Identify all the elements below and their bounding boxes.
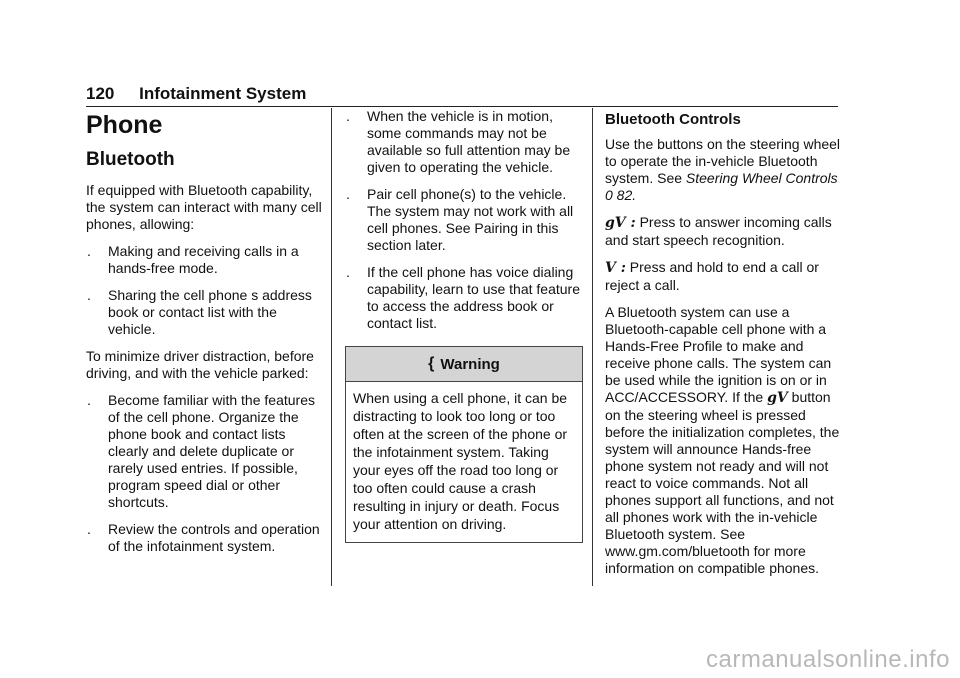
list-item	[86, 243, 322, 277]
bullet-text: Review the controls and operation of the infotainment system.	[108, 521, 320, 554]
bullet-marker: .	[346, 108, 350, 124]
left-column	[86, 108, 322, 565]
controls-intro	[605, 136, 841, 204]
end-call-text: Press and hold to end a call or reject a call.	[605, 259, 819, 293]
page-number: 120	[86, 84, 115, 103]
push-to-talk-icon: gV :	[605, 215, 636, 231]
warning-icon: {	[428, 355, 435, 372]
paragraph-text: button on the steering wheel is pressed before the initialization completes, the system will announce Hands-free phone system not ready and will not react to voice commands. Not all phones support all functions, and not all phones work with the in-vehicle Bluetooth system. See www.gm.com/bluetooth for more information on compatible phones.	[605, 389, 840, 576]
bluetooth-controls-heading: Bluetooth Controls	[605, 111, 741, 128]
watermark: carmanualsonline.info	[706, 646, 950, 673]
bullet-text: Become familiar with the features of the cell phone. Organize the phone book and contact lists clearly and delete duplicate or rarely used entries. If possible, program speed dial or other shortcuts.	[108, 392, 315, 510]
paragraph-text: A Bluetooth system can use a Bluetooth-capable cell phone with a Hands-Free Profile to make and receive phone calls. The system can be used while the ignition is on or in ACC/ACCESSORY. If the	[605, 304, 832, 405]
distraction-paragraph: To minimize driver distraction, before driving, and with the vehicle parked:	[86, 348, 314, 381]
answer-call-item	[605, 214, 841, 249]
list-item	[86, 392, 322, 511]
page-reference: 0 82.	[605, 187, 637, 203]
bullet-text: Making and receiving calls in a hands-free mode.	[108, 243, 299, 276]
bullet-text: Sharing the cell phone s address book or contact list with the vehicle.	[108, 287, 312, 337]
warning-header	[346, 347, 582, 382]
page-title: Phone	[86, 111, 163, 139]
push-to-talk-icon: gV	[767, 390, 788, 406]
bullet-marker: .	[346, 186, 350, 202]
bullet-text: Pair cell phone(s) to the vehicle. The system may not work with all cell phones. See Pairing in this section later.	[367, 186, 574, 253]
right-column	[605, 108, 841, 587]
end-call-item	[605, 259, 841, 294]
steering-wheel-controls-link[interactable]: Steering Wheel Controls	[685, 170, 838, 186]
page-header	[86, 84, 838, 107]
bullet-marker: .	[87, 521, 91, 537]
bullet-marker: .	[346, 264, 350, 280]
bullet-text: When the vehicle is in motion, some commands may not be available so full attention may be given to operating the vehicle.	[367, 108, 571, 175]
warning-title: Warning	[440, 355, 500, 373]
list-item	[345, 264, 583, 332]
bluetooth-heading: Bluetooth	[86, 149, 175, 170]
middle-column	[345, 108, 583, 543]
column-divider	[592, 108, 593, 586]
bluetooth-system-paragraph	[605, 304, 841, 577]
warning-text: When using a cell phone, it can be distracting to look too long or too often at the screen of the phone or the infotainment system. Taking your eyes off the road too long or too often could cause a crash resulting in injury or death. Focus your attention on driving.	[353, 390, 568, 532]
list-item	[86, 521, 322, 555]
list-item	[345, 186, 583, 254]
column-divider	[331, 108, 332, 586]
bullet-marker: .	[87, 287, 91, 303]
list-item	[86, 287, 322, 338]
bullet-text: If the cell phone has voice dialing capability, learn to use that feature to access the address book or contact list.	[367, 264, 580, 331]
bullet-marker: .	[87, 392, 91, 408]
end-call-icon: V :	[605, 260, 626, 276]
bullet-marker: .	[87, 243, 91, 259]
list-item	[345, 108, 583, 176]
answer-call-text: Press to answer incoming calls and start speech recognition.	[605, 214, 832, 248]
controls-intro-text: Use the buttons on the steering wheel to operate the in-vehicle Bluetooth system. See	[605, 136, 841, 186]
section-title: Infotainment System	[139, 84, 307, 103]
warning-box	[345, 346, 583, 543]
intro-paragraph: If equipped with Bluetooth capability, the system can interact with many cell phones, allowing:	[86, 182, 322, 232]
